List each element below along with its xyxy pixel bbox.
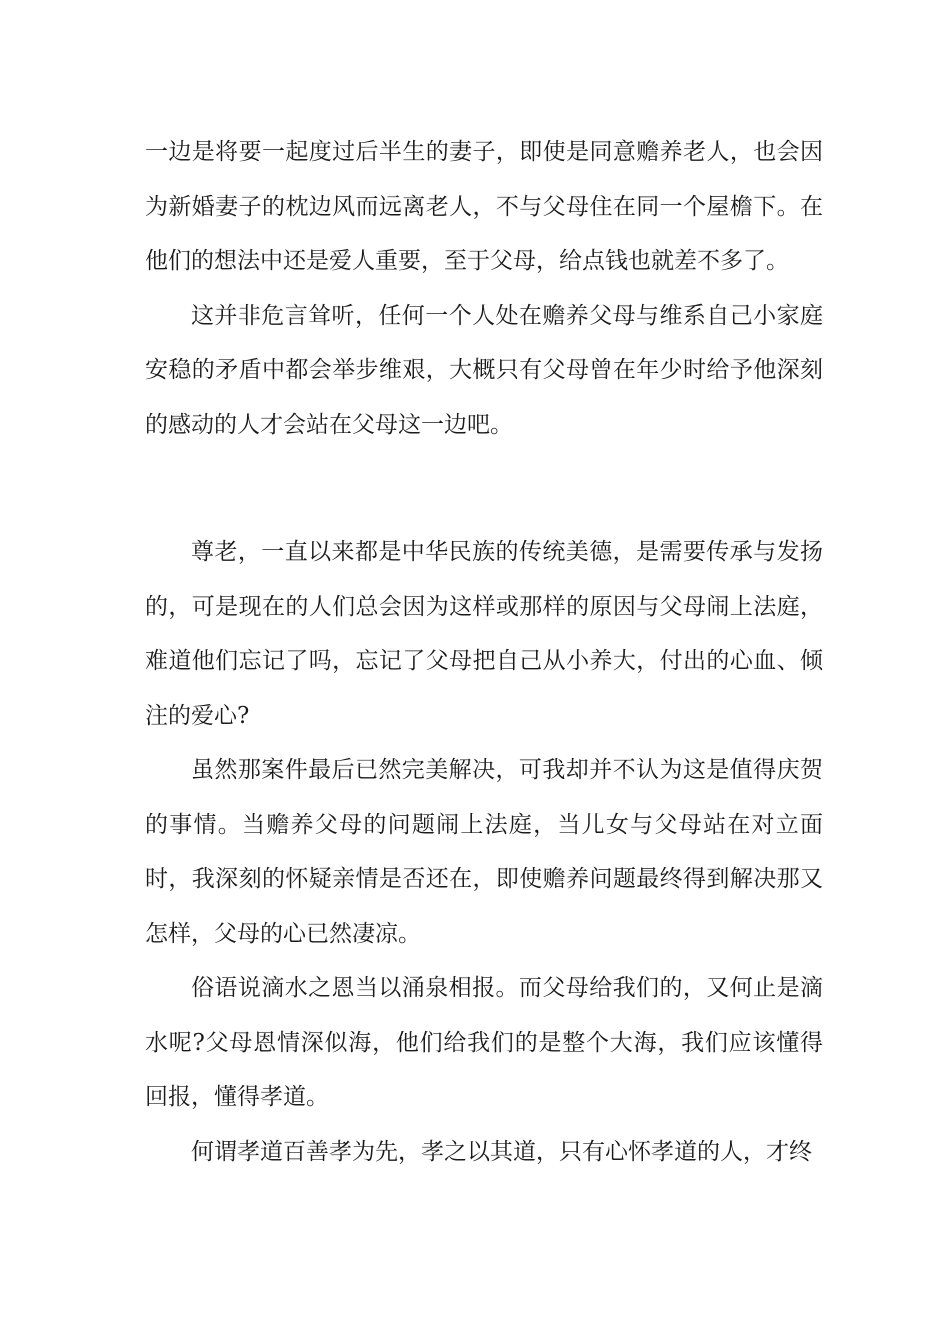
paragraph-2: 这并非危言耸听，任何一个人处在赡养父母与维系自己小家庭安稳的矛盾中都会举步维艰，大概只有父母曾在年少时给予他深刻的感动的人才会站在父母这一边吧。: [145, 302, 823, 438]
paragraph-4: 虽然那案件最后已然完美解决，可我却并不认为这是值得庆贺的事情。当赡养父母的问题闹上法庭，当儿女与父母站在对立面时，我深刻的怀疑亲情是否还在，即使赡养问题最终得到解决那又怎样，父母的心已然凄凉。: [145, 757, 823, 947]
paragraph-3: 尊老，一直以来都是中华民族的传统美德，是需要传承与发扬的，可是现在的人们总会因为这样或那样的原因与父母闹上法庭，难道他们忘记了吗，忘记了父母把自己从小养大，付出的心血、倾注的爱心?: [145, 539, 823, 729]
paragraph-5: 俗语说滴水之恩当以涌泉相报。而父母给我们的，又何止是滴水呢?父母恩情深似海，他们给我们的是整个大海，我们应该懂得回报，懂得孝道。: [145, 975, 823, 1110]
text-section-top: [145, 125, 823, 452]
paragraph-6: 何谓孝道百善孝为先，孝之以其道，只有心怀孝道的人，才终: [191, 1138, 812, 1165]
text-section-bottom: [145, 525, 823, 1179]
paragraph-1: 一边是将要一起度过后半生的妻子，即使是同意赡养老人，也会因为新婚妻子的枕边风而远离老人，不与父母住在同一个屋檐下。在他们的想法中还是爱人重要，至于父母，给点钱也就差不多了。: [145, 139, 823, 274]
